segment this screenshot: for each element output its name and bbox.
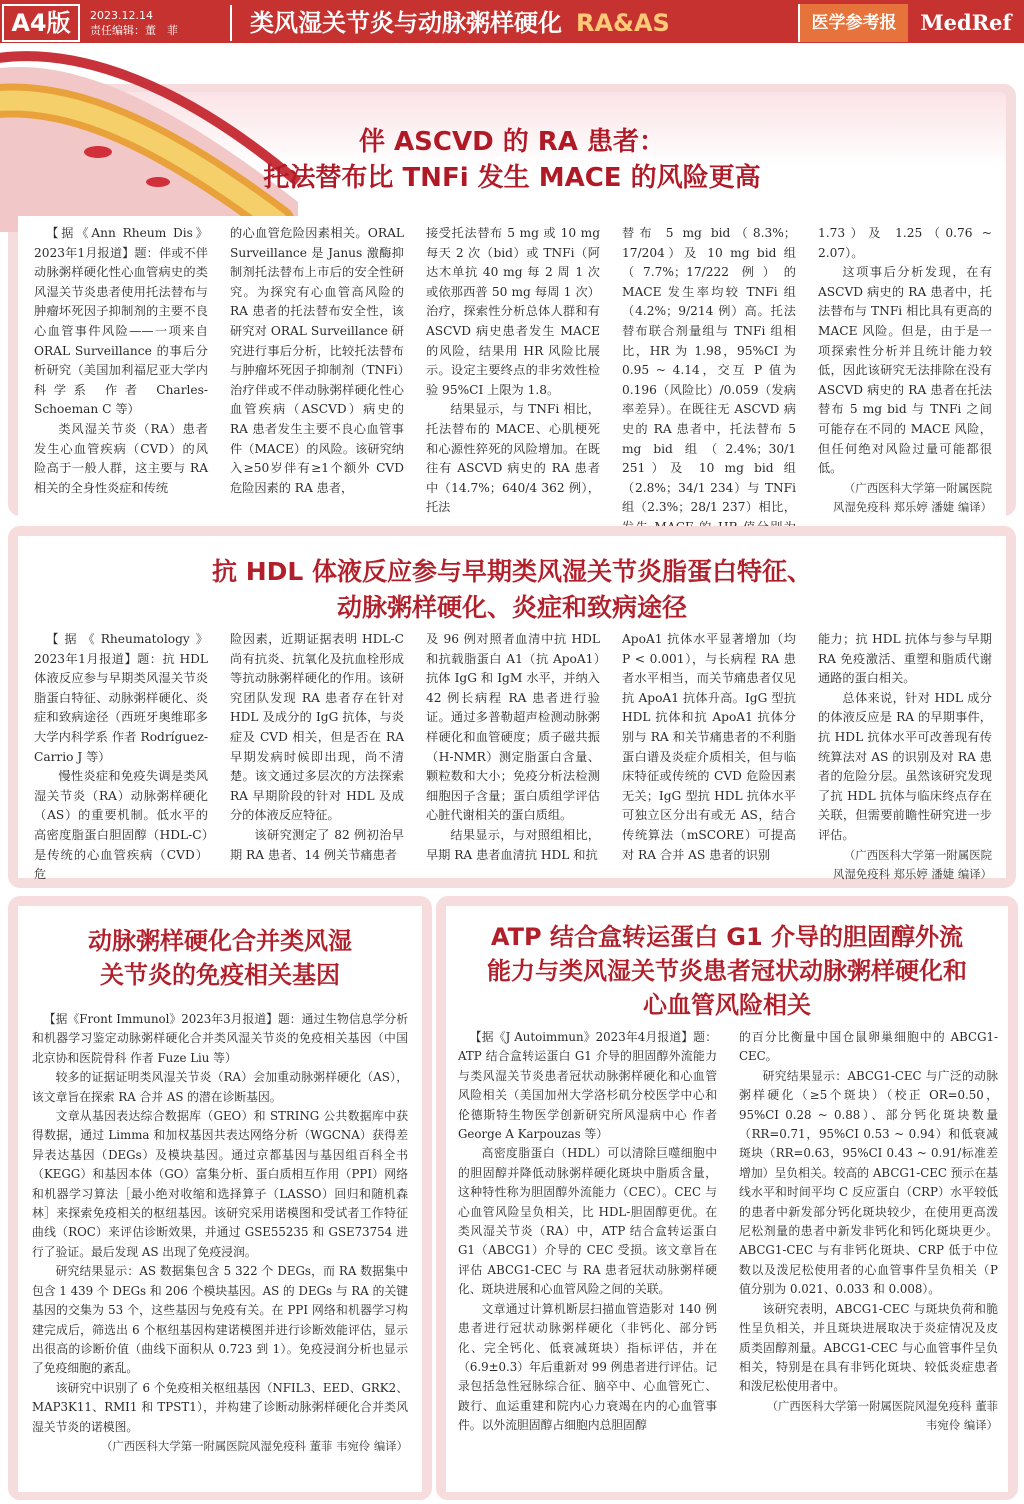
article-2-body (18, 536, 1006, 882)
section-title-en: RA&AS (576, 9, 670, 37)
article-4-paragraph: 高密度脂蛋白（HDL）可以清除巨噬细胞中的胆固醇并降低动脉粥样硬化斑块中脂质含量，这种特性称为胆固醇外流能力（CEC）。CEC 与心血管风险呈负相关，比 HDL-胆固醇更优。在类风湿关节炎（RA）中，ATP 结合盒转运蛋白 G1（ABCG1）介导的 CEC 受损。该文章旨在评估 ABCG1-CEC 与 RA 患者冠状动脉粥样硬化、斑块进展和心血管风险之间的关联。 (458, 1146, 717, 1297)
article-1-credit: （广西医科大学第一附属医院风湿免疫科 郑乐婷 潘婕 编译） (833, 480, 992, 515)
article-2-panel (8, 526, 1016, 888)
editor-name: 责任编辑：董 菲 (90, 24, 178, 37)
brand-en: MedRef (920, 10, 1012, 35)
article-4-credit: （广西医科大学第一附属医院风湿免疫科 董菲 韦宛伶 编译） (766, 1398, 998, 1433)
article-2-source: 【据《Rheumatology》2023年1月报道】题：抗 HDL 体液反应参与早期类风湿关节炎脂蛋白特征、动脉粥样硬化、炎症和致病途径（西班牙奥维耶多大学内科学系 作者 Rodríguez-Carrio J 等） (34, 632, 208, 764)
article-1-banner (18, 92, 1006, 216)
article-1-title-line2: 托法替布比 TNFi 发生 MACE 的风险更高 (263, 163, 761, 193)
article-1-paragraph: 替布 5 mg bid（8.3%；17/204）及 10 mg bid 组（7.7%；17/222 例）的 MACE 发生率均较 TNFi 组（4.2%；9/214 例）高。托法替布联合剂量组与 TNFi 组相比，HR 为 1.98，95%CI 为 0.95 ~ 4.14，交互 P 值为 0.196（风险比）/0.059（发病率差异）。在既往无 ASCVD 病史的 RA 患者中，托法替布 5 mg bid 组（2.4%；30/1 251）及 10 mg bid 组（2.8%；34/1 234）与 TNFi 组（2.3%；28/1 237）相比， (622, 226, 796, 515)
article-2-title-line1: 抗 HDL 体液反应参与早期类风湿关节炎脂蛋白特征、 (211, 557, 812, 586)
article-4-body (446, 906, 1008, 1492)
article-1-panel (8, 84, 1016, 516)
article-2-paragraph: ApoA1 抗体水平显著增加（均 P < 0.001），与长病程 RA 患者水平相当，而关节痛患者仅见抗 ApoA1 抗体升高。IgG 型抗 HDL 抗体和抗 ApoA1 抗体分别与 RA 和关节痛患者的不利脂蛋白谱及炎症介质相关，但与临床特征或传统的 CVD 危险因素无关；IgG 型抗 HDL 抗体水平可独立区分出有或无 AS，结合传统算法（mSCORE）可提高对 RA 合并 AS 患者的识别 (622, 632, 796, 862)
article-2-paragraph: 该研究测定了 82 例初治早期 RA 患者、14 例关节痛患者 (230, 827, 404, 862)
article-2-paragraph: 总体来说，针对 HDL 成分的体液反应是 RA 的早期事件，抗 HDL 抗体水平可改善现有传统算法对 AS 的识别及对 RA 患者的危险分层。虽然该研究发现了抗 HDL 抗体与临床终点存在关联，但需要前瞻性研究进一步评估。 (818, 690, 992, 842)
article-2-paragraph: 险因素，近期证据表明 HDL-C 尚有抗炎、抗氧化及抗血栓形成等抗动脉粥样硬化的作用。该研究团队发现 RA 患者存在针对 HDL 及成分的 IgG 抗体，与炎症及 CVD 相关，但是否在 RA 早期发病时候即出现，尚不清楚。该文通过多层次的方法探索 RA 早期阶段的针对 HDL 及成分的体液反应特征。 (230, 632, 404, 823)
article-4-col-1 (458, 1028, 717, 1488)
issue-date: 2023.12.14 (90, 9, 153, 22)
article-3-credit: （广西医科大学第一附属医院风湿免疫科 董菲 韦宛伶 编译） (100, 1438, 408, 1453)
article-4-paragraph: 研究结果显示：ABCG1-CEC 与广泛的动脉粥样硬化（≥5个斑块）（校正 OR=0.50，95%CI 0.28 ~ 0.88）、部分钙化斑块数量（RR=0.71，95%CI 0.53 ~ 0.94）和低衰减斑块（RR=0.63，95%CI 0.43 ~ 0.91/标准差增加）呈负相关。较高的 ABCG1-CEC 预示在基线水平和时间平均 C 反应蛋白（CRP）水平较低的患者中新发部分钙化斑块较少，在使用更高泼尼松剂量的患者中新发非钙化和钙化斑块更少。ABCG1-CEC 与有非钙化斑块、CRP 低于中位数以及泼尼松使用者的心血管事件呈负相关（P 值分别为 0.021、0.033 和 0.008）。 (739, 1068, 998, 1297)
article-3-text (32, 1010, 408, 1488)
article-4-col-2 (739, 1028, 998, 1488)
article-2-paragraph: 能力；抗 HDL 抗体与参与早期 RA 免疫激活、重塑和脂质代谢通路的蛋白相关。 (818, 632, 992, 686)
article-2-paragraph: 及 96 例对照者血清中抗 HDL 和抗载脂蛋白 A1（抗 ApoA1）抗体 IgG 和 IgM 水平，并纳入 42 例长病程 RA 患者进行验证。通过多普勒超声检测动脉粥样硬化和血管硬度；质子磁共振（H-NMR）测定脂蛋白含量、颗粒数和大小；免疫分析法检测细胞因子含量；蛋白质组学评估心脏代谢相关的蛋白质组。 (426, 632, 600, 823)
article-1-paragraph: 这项事后分析发现，在有 ASCVD 病史的 RA 患者中，托法替布与 TNFi 相比具有更高的 MACE 风险。但是，由于是一项探索性分析并且统计能力较低，因此该研究无法排除在没有 ASCVD 病史的 RA 患者在托法替布 5 mg bid 与 TNFi 之间可能存在不同的 MACE 风险，但任何绝对风险过量可能都很低。 (818, 265, 992, 476)
article-1-paragraph: 1.73）及 1.25（0.76 ~ 2.07）。 (818, 226, 992, 260)
article-1-paragraph: 的心血管危险因素相关。ORAL Surveillance 是 Janus 激酶抑制剂托法替布上市后的安全性研究。为探究有心血管高风险的 RA 患者的托法替布安全性，该研究对 ORAL Surveillance 研究进行事后分析，比较托法替布与肿瘤坏死因子抑制剂（TNFi）治疗伴或不伴动脉粥样硬化性心血管疾病（ASCVD）病史的 RA 患者发生主要不良心血管事件（MACE）的风险。该研究纳入≥50岁伴有≥1个额外 CVD 危险因素的 RA 患者， (230, 226, 404, 495)
article-1-paragraph: 类风湿关节炎（RA）患者发生心血管疾病（CVD）的风险高于一般人群，这主要与 RA 相关的全身性炎症和传统 (34, 421, 208, 495)
article-3-title (18, 924, 422, 992)
article-4-title (446, 920, 1008, 1022)
section-title (250, 6, 790, 40)
article-3-source: 【据《Front Immunol》2023年3月报道】题：通过生物信息学分析和机器学习鉴定动脉粥样硬化合并类风湿关节炎的免疫相关基因（中国北京协和医院骨科 作者 Fuze Liu 等） (32, 1012, 408, 1065)
article-3-paragraph: 该研究中识别了 6 个免疫相关枢纽基因（NFIL3、EED、GRK2、MAP3K11、RMI1 和 TPST1），并构建了诊断动脉粥样硬化合并类风湿关节炎的诺模图。 (32, 1380, 408, 1434)
article-1-paragraph: 结果显示，与 TNFi 相比，托法替布的 MACE、心肌梗死和心源性猝死的风险增加。在既往有 ASCVD 病史的 RA 患者中（14.7%；640/4 362 例），托法 (426, 402, 600, 515)
article-2-paragraph: 慢性炎症和免疫失调是类风湿关节炎（RA）动脉粥样硬化（AS）的重要机制。低水平的高密度脂蛋白胆固醇（HDL-C）是传统的心血管疾病（CVD）危 (34, 769, 208, 882)
article-1-paragraph: 接受托法替布 5 mg 或 10 mg 每天 2 次（bid）或 TNFi（阿达木单抗 40 mg 每 2 周 1 次或依那西普 50 mg 每周 1 次）治疗，探索性分析总体人群和有 ASCVD 病史患者发生 MACE 的风险，结果用 HR 风险比展示。设定主要终点的非劣效性检验 95%CI 上限为 1.8。 (426, 226, 600, 397)
article-4-source: 【据《J Autoimmun》2023年4月报道】题：ATP 结合盒转运蛋白 G1 介导的胆固醇外流能力与类风湿关节炎患者冠状动脉粥样硬化和心血管风险相关（美国加州大学洛杉矶分校医学中心和伦德斯特生物医学创新研究所风湿病中心 作者 George A Karpouzas 等） (458, 1030, 717, 1142)
article-4-paragraph: 的百分比衡量中国仓鼠卵巢细胞中的 ABCG1-CEC。 (739, 1030, 998, 1064)
article-3-body (18, 906, 422, 1492)
article-2-col-4 (622, 630, 796, 874)
article-1-title (18, 124, 1006, 196)
article-1-title-line1: 伴 ASCVD 的 RA 患者： (359, 127, 665, 157)
article-4-panel (436, 896, 1018, 1500)
article-3-title-line2: 关节炎的免疫相关基因 (100, 961, 340, 989)
article-3-panel (8, 896, 432, 1500)
article-2-title-line2: 动脉粥样硬化、炎症和致病途径 (336, 593, 687, 622)
page-number: A4版 (2, 4, 80, 42)
brand-cn: 医学参考报 (798, 4, 908, 42)
section-title-cn: 类风湿关节炎与动脉粥样硬化 (250, 9, 562, 37)
article-2-col-1 (34, 630, 208, 882)
article-4-paragraph: 文章通过计算机断层扫描血管造影对 140 例患者进行冠状动脉粥样硬化（非钙化、部分钙化、完全钙化、低衰减斑块）指标评估，并在（6.9±0.3）年后重新对 99 例患者进行评估。记录包括急性冠脉综合征、脑卒中、心血管死亡、跛行、血运重建和院内心力衰竭在内的心血管事件。以外流胆固醇占细胞内总胆固醇 (458, 1301, 717, 1433)
article-4-title-line2: 能力与类风湿关节炎患者冠状动脉粥样硬化和 (487, 957, 967, 985)
article-2-paragraph: 结果显示，与对照组相比，早期 RA 患者血清抗 HDL 和抗 (426, 827, 600, 862)
article-2-col-2 (230, 630, 404, 874)
article-4-title-line3: 心血管风险相关 (643, 991, 811, 1019)
article-2-col-3 (426, 630, 600, 874)
article-3-paragraph: 文章从基因表达综合数据库（GEO）和 STRING 公共数据库中获得数据，通过 Limma 和加权基因共表达网络分析（WGCNA）获得差异表达基因（DEGs）及模块基因。通过京都基因与基因组百科全书（KEGG）和基因本体（GO）富集分析、蛋白质相互作用（PPI）网络和机器学习算法［最小绝对收缩和选择算子（LASSO）回归和随机森林］来探索免疫相关的枢纽基因。该研究采用诺模图和受试者工作特征曲线（ROC）来评估诊断效果，并通过 GSE55235 和 GSE73754 进行了验证。最后发现 AS 出现了免疫浸润。 (32, 1109, 408, 1259)
article-2-col-5 (818, 630, 992, 882)
article-4-paragraph: 该研究表明，ABCG1-CEC 与斑块负荷和脆性呈负相关，并且斑块进展取决于炎症情况及皮质类固醇剂量。ABCG1-CEC 与心血管事件呈负相关，特别是在具有非钙化斑块、较低炎症患者和泼尼松使用者中。 (739, 1301, 998, 1394)
article-3-paragraph: 较多的证据证明类风湿关节炎（RA）会加重动脉粥样硬化（AS），该文章旨在探索 RA 合并 AS 的潜在诊断基因。 (32, 1070, 408, 1104)
article-1-source: 【据《Ann Rheum Dis》2023年1月报道】题：伴或不伴动脉粥样硬化性心血管病史的类风湿关节炎患者使用托法替布与肿瘤坏死因子抑制剂的主要不良心血管事件风险——一项来自 ORAL Surveillance 的事后分析研究（美国加利福尼亚大学内科学系 作者 Charles-Schoeman C 等） (34, 226, 208, 417)
article-4-title-line1: ATP 结合盒转运蛋白 G1 介导的胆固醇外流 (490, 923, 964, 951)
article-3-title-line1: 动脉粥样硬化合并类风湿 (88, 927, 352, 955)
article-2-title (18, 554, 1006, 626)
article-2-credit: （广西医科大学第一附属医院风湿免疫科 郑乐婷 潘婕 编译） (833, 847, 992, 882)
article-3-paragraph: 研究结果显示：AS 数据集包含 5 322 个 DEGs，而 RA 数据集中包含 1 439 个 DEGs 和 206 个模块基因。AS 的 DEGs 与 RA 的关键基因的交集为 53 个，这些基因与免疫有关。在 PPI 网络和机器学习构建完成后，筛选出 6 个枢纽基因构建诺模图并进行诊断效能评估，显示出很高的诊断价值（曲线下面积从 0.723 到 1）。免疫浸润分析也显示了免疫细胞的紊乱。 (32, 1264, 408, 1376)
